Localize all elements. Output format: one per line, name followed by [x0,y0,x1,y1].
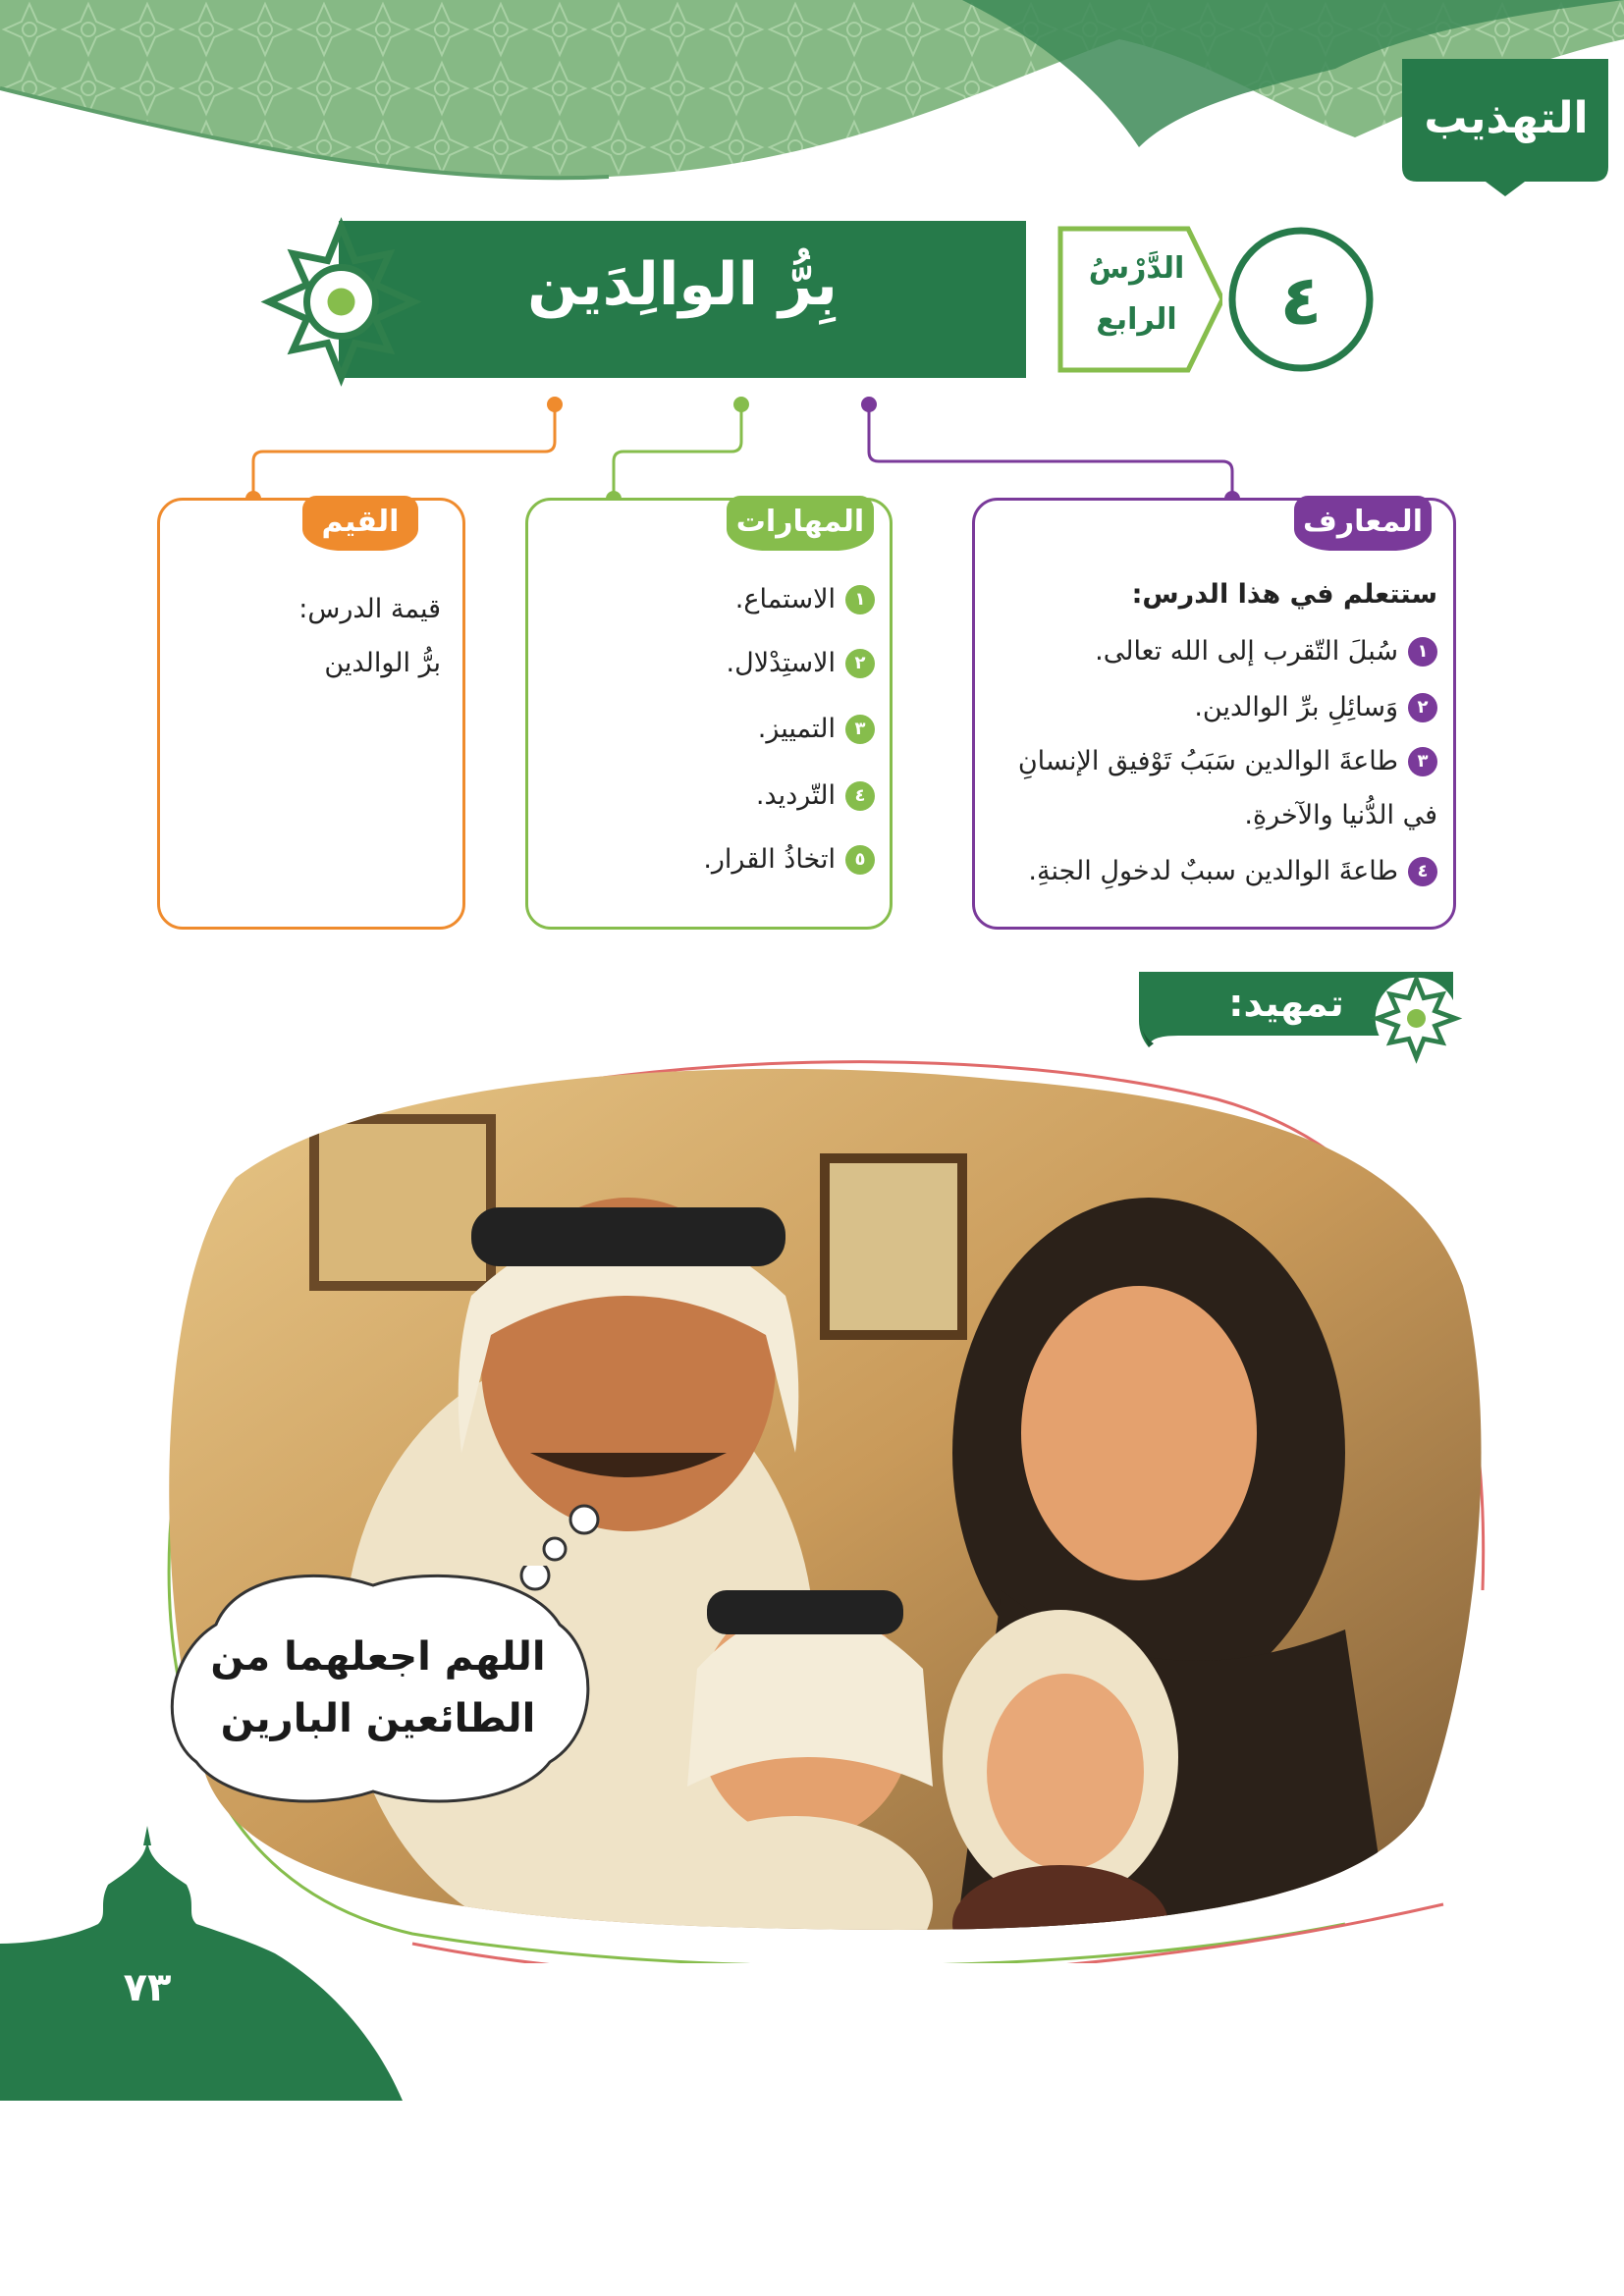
values-box [157,498,465,930]
item-number-badge: ٤ [845,781,875,811]
knowledge-intro: ستتعلم في هذا الدرس: [1131,579,1437,610]
knowledge-tag: المعارف [1294,496,1432,551]
footer-dome [0,1826,412,2101]
knowledge-item-continued [1244,800,1437,830]
skill-item [727,648,875,678]
knowledge-item-text: في الدُّنيا والآخرةِ. [1244,800,1437,830]
knowledge-item-text: طاعةَ الوالدين سَبَبُ تَوْفيق الإنسانِ [1017,746,1398,776]
bubble-text-line2: الطائعين البارين [220,1696,536,1741]
header-pattern-band [0,0,1624,196]
item-number-badge: ٤ [1408,857,1437,886]
knowledge-item [1028,856,1437,886]
knowledge-item [1194,692,1437,722]
skill-item [703,844,875,875]
item-number-badge: ١ [845,585,875,614]
item-number-badge: ٣ [1408,747,1437,776]
lesson-number: ٤ [1279,260,1323,341]
lesson-title: بِرُّ الوالِدَين [527,250,838,319]
bubble-text-line1: اللهم اجعلهما من [210,1634,546,1680]
values-value: برُّ الوالدين [324,648,441,678]
knowledge-item-text: سُبلَ التّقرب إلى الله تعالى. [1095,636,1398,667]
knowledge-item-text: وَسائِلِ برِّ الوالدين. [1194,692,1398,722]
skill-item [756,780,875,811]
skill-item-text: اتخاذُ القرار. [703,844,836,875]
family-illustration [118,1041,1512,1963]
thought-bubble [157,1566,599,1811]
skill-item-text: التمييز. [757,714,836,744]
knowledge-item-text: طاعةَ الوالدين سببٌ لدخولِ الجنةِ. [1028,856,1398,886]
skills-tag: المهارات [727,496,874,551]
knowledge-item [1018,746,1437,776]
knowledge-item [1095,636,1437,667]
skill-item-text: الاستماع. [734,584,836,614]
skill-item [735,584,875,614]
item-number-badge: ٣ [845,715,875,744]
lesson-word [1051,243,1222,346]
item-number-badge: ١ [1408,637,1437,667]
lesson-ordinal: الرابع [1096,302,1177,337]
values-tag: القيم [302,496,418,551]
subject-label: التهذيب [1424,93,1589,143]
values-label: قيمة الدرس: [298,594,441,624]
skill-item [758,714,875,744]
lesson-word-label: الدَّرْسُ [1088,251,1185,286]
item-number-badge: ٢ [1408,693,1437,722]
skill-item-text: التّرديد. [755,780,836,811]
thought-bubble-dots [511,1502,609,1580]
item-number-badge: ٢ [845,649,875,678]
skill-item-text: الاستِدْلال. [726,648,836,678]
page-number: ٧٣ [123,1965,172,2010]
item-number-badge: ٥ [845,845,875,875]
rosette-ornament-icon [255,216,427,388]
tamheed-label: تمهيد: [1228,982,1344,1025]
